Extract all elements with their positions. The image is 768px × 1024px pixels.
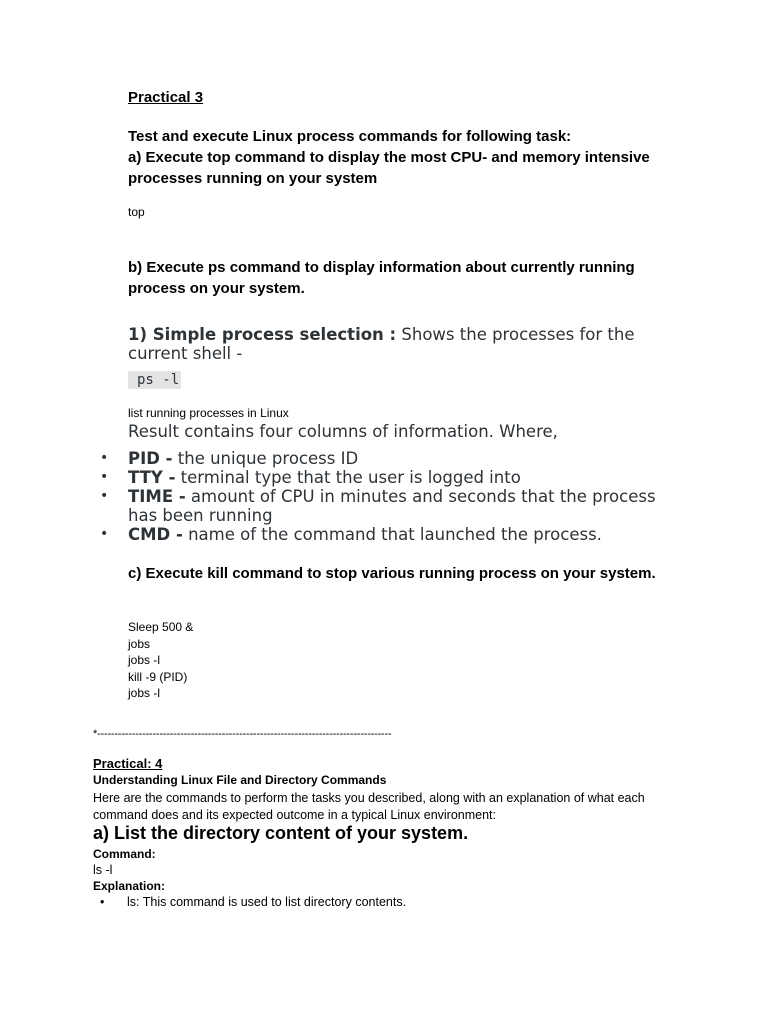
simple-selection-label: 1) Simple process selection : <box>128 325 397 344</box>
task-heading <box>128 126 688 189</box>
explanation-item <box>100 895 406 909</box>
practical-3-title: Practical 3 <box>128 89 204 106</box>
column-item-cmd <box>100 525 660 544</box>
bullet-icon: • <box>100 526 109 542</box>
column-desc: amount of CPU in minutes and seconds that the process has been running <box>128 487 656 525</box>
column-item-pid <box>100 449 660 468</box>
command-label: Command: <box>93 847 156 861</box>
kill-command-list <box>128 619 193 702</box>
column-desc: terminal type that the user is logged into <box>175 468 521 487</box>
ps-code-snippet: ps -l <box>128 371 181 389</box>
command-line: kill -9 (PID) <box>128 669 188 684</box>
column-desc: the unique process ID <box>172 449 359 468</box>
bullet-icon: • <box>100 450 109 466</box>
column-name: PID - <box>128 449 173 468</box>
command-line: jobs -l <box>128 653 161 667</box>
command-line: jobs <box>128 636 151 651</box>
column-item-tty <box>100 468 660 487</box>
simple-selection-paragraph <box>128 325 688 363</box>
column-list <box>100 449 660 544</box>
task-c-heading: c) Execute kill command to stop various running process on your system. <box>128 565 656 582</box>
column-name: CMD - <box>128 525 183 544</box>
section-separator: *------------------------------------------------------------------------------------- <box>93 728 392 740</box>
explanation-text: ls: This command is used to list directory contents. <box>127 895 407 909</box>
command-line: jobs -l <box>128 686 161 700</box>
task-heading-line1: Test and execute Linux process commands for following task: <box>128 128 572 145</box>
bullet-icon: • <box>100 469 109 485</box>
task-b-heading: b) Execute ps command to display information about currently running process on your system. <box>128 259 635 297</box>
top-command: top <box>128 205 145 219</box>
command-line: Sleep 500 & <box>128 620 194 634</box>
list-running-caption: list running processes in Linux <box>128 406 289 420</box>
column-item-time <box>100 487 660 525</box>
column-name: TTY - <box>128 468 176 487</box>
explanation-label: Explanation: <box>93 879 166 893</box>
task-a-heading: a) Execute top command to display the most CPU- and memory intensive processes running on your system <box>128 149 650 187</box>
task-a-list-heading: a) List the directory content of your system. <box>93 823 469 843</box>
explanation-list <box>100 895 406 909</box>
bullet-icon: • <box>100 488 109 504</box>
column-desc: name of the command that launched the process. <box>182 525 602 544</box>
practical-4-subtitle: Understanding Linux File and Directory Commands <box>93 773 387 787</box>
command-value: ls -l <box>93 863 113 877</box>
column-name: TIME - <box>128 487 186 506</box>
practical-4-title: Practical: 4 <box>93 756 163 771</box>
bullet-icon: • <box>100 895 105 909</box>
result-text: Result contains four columns of information. Where, <box>128 422 558 441</box>
practical-4-description: Here are the commands to perform the tasks you described, along with an explanation of what each command does and its expected outcome in a typical Linux environment: <box>93 791 645 822</box>
simple-selection-text: Shows the processes for the current shell - <box>128 325 635 363</box>
